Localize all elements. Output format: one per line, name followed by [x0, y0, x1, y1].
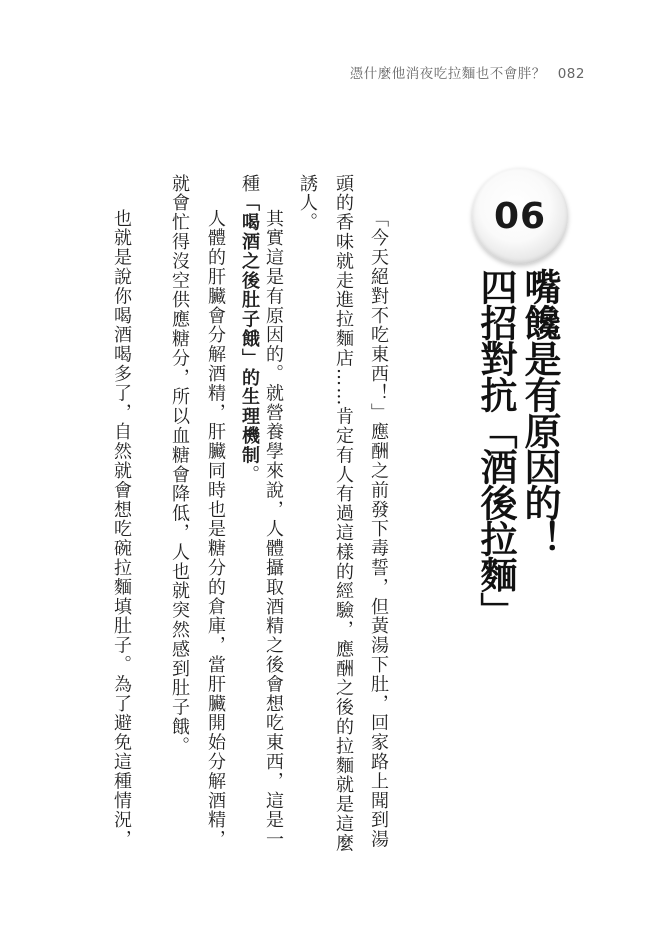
- chapter-number: 06: [493, 195, 547, 237]
- page-number: 082: [557, 66, 585, 82]
- chapter-title-line-2: 四招對抗「酒後拉麵」: [474, 268, 517, 628]
- body-line-7: 就會忙得沒空供應糖分，所以血糖會降低，人也就突然感到肚子餓。: [169, 174, 190, 756]
- chapter-title-line-1: 嘴饞是有原因的！: [518, 268, 561, 556]
- body-line-6: 人體的肝臟會分解酒精，肝臟同時也是糖分的倉庫，當肝臟開始分解酒精，: [205, 209, 226, 850]
- body-line-5: [240, 174, 258, 484]
- body-line-4: 其實這是有原因的。就營養學來說，人體攝取酒精之後會想吃東西，這是一: [263, 209, 284, 850]
- running-header: [350, 62, 585, 82]
- body-line-5-start: 種: [239, 174, 260, 194]
- body-line-5-end: 。: [239, 465, 260, 485]
- body-line-2: 頭的香味就走進拉麵店……肯定有人有過這樣的經驗，應酬之後的拉麵就是這麼: [333, 174, 354, 853]
- running-title: 憑什麼他消夜吃拉麵也不會胖？: [349, 66, 546, 82]
- body-line-8: 也就是說你喝酒喝多了，自然就會想吃碗拉麵填肚子。為了避免這種情況，: [111, 209, 132, 850]
- body-line-3: 誘人。: [297, 174, 318, 233]
- body-line-1: 「今天絕對不吃東西！」應酬之前發下毒誓，但黃湯下肚，回家路上聞到湯: [368, 209, 389, 850]
- emphasis-phrase: 「喝酒之後肚子餓」的生理機制: [239, 193, 260, 466]
- chapter-badge: [472, 168, 568, 264]
